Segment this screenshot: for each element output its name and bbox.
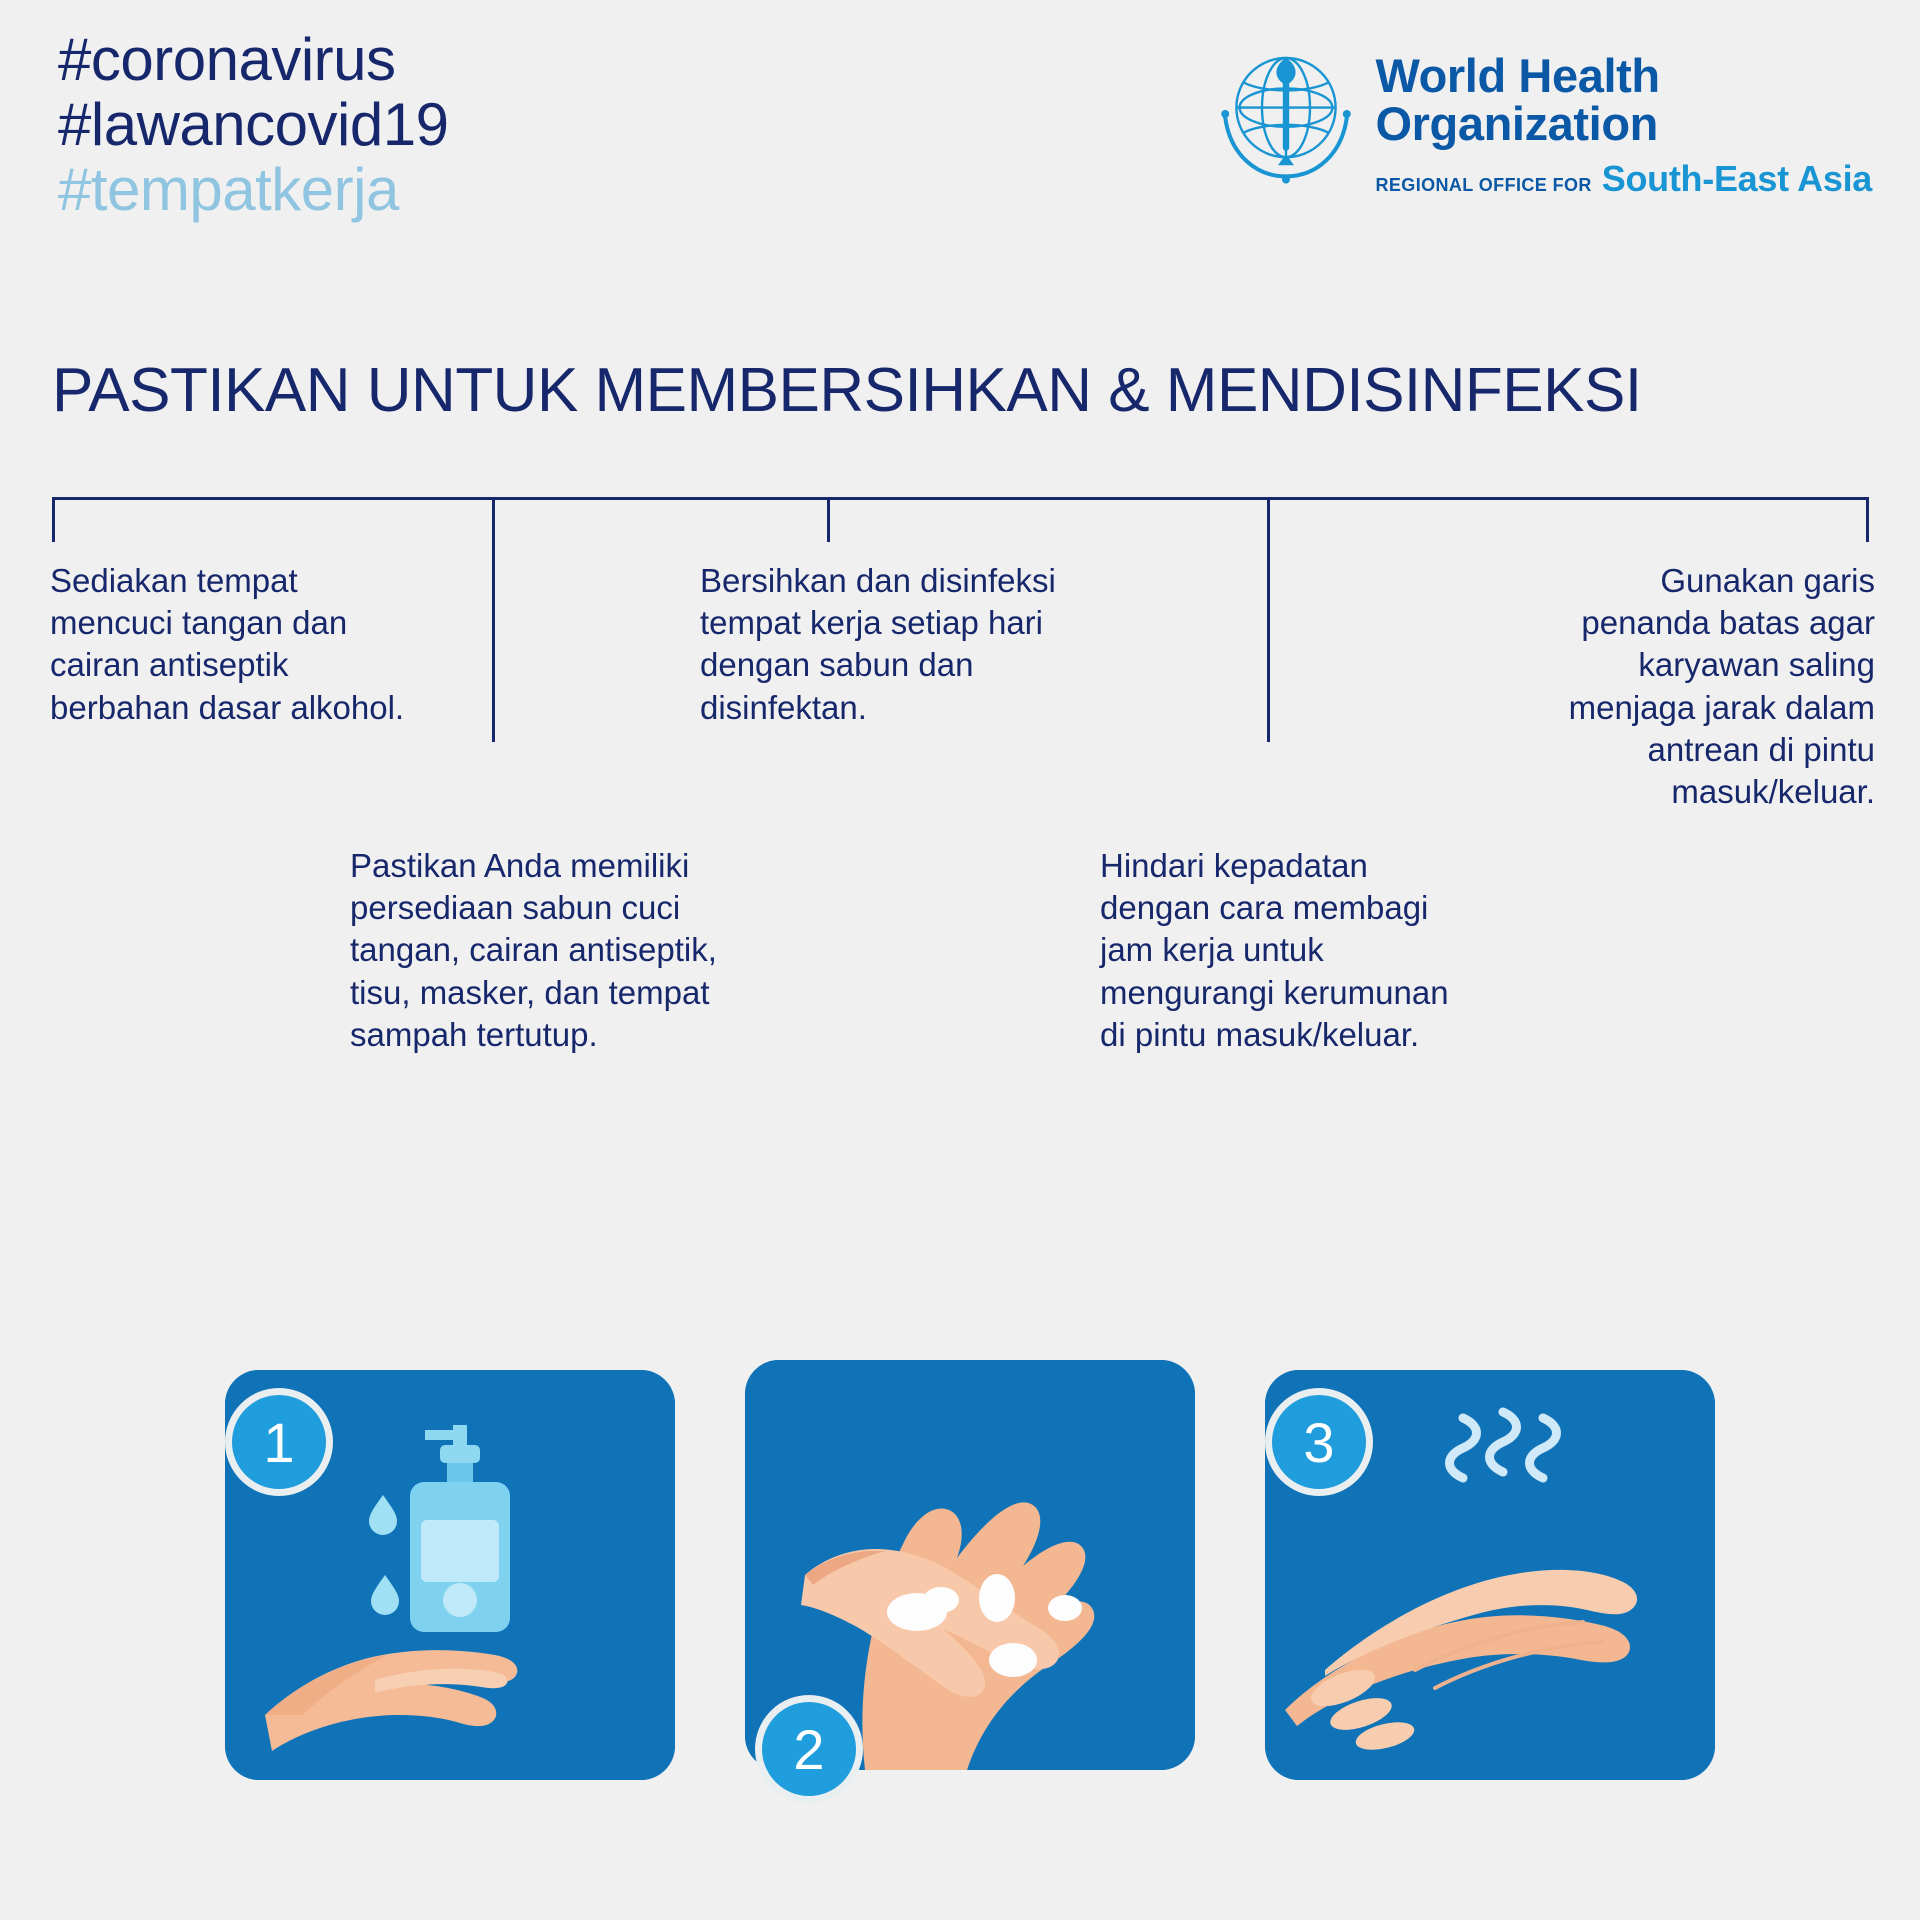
page-title: PASTIKAN UNTUK MEMBERSIHKAN & MENDISINFEKSI	[52, 356, 1642, 425]
who-logo	[1206, 28, 1873, 200]
bracket-tick-5	[1866, 497, 1869, 542]
tip-text-3: Bersihkan dan disinfeksi tempat kerja setiap hari dengan sabun dan disinfektan.	[700, 562, 1056, 726]
bracket-tick-3	[827, 497, 830, 542]
hashtag-tempatkerja: #tempatkerja	[58, 155, 399, 223]
who-regional-label: REGIONAL OFFICE FOR	[1375, 174, 1592, 195]
tip-text-2: Pastikan Anda memiliki persediaan sabun cuci tangan, cairan antiseptik, tisu, masker, dan tempat sampah tertutup.	[350, 847, 717, 1053]
hashtag-coronavirus: #coronavirus	[58, 26, 396, 93]
bracket-tick-2	[492, 497, 495, 742]
who-emblem-icon	[1206, 34, 1366, 194]
who-wordmark	[1376, 28, 1873, 200]
step-badge-2: 2	[755, 1695, 863, 1803]
tip-text-1: Sediakan tempat mencuci tangan dan cairan antiseptik berbahan dasar alkohol.	[50, 562, 405, 726]
who-name-line2: Organization	[1375, 96, 1658, 150]
illustration-row	[0, 1360, 1920, 1920]
bracket-tick-4	[1267, 497, 1270, 742]
who-region-name: South-East Asia	[1601, 157, 1872, 199]
who-name-line1: World Health	[1375, 49, 1660, 102]
hashtag-block	[58, 28, 448, 222]
tip-text-5: Gunakan garis penanda batas agar karyawan saling menjaga jarak dalam antrean di pintu masuk/keluar.	[1568, 562, 1875, 811]
bracket-horizontal-line	[52, 497, 1869, 500]
tip-text-4: Hindari kepadatan dengan cara membagi jam kerja untuk mengurangi kerumunan di pintu masuk/keluar.	[1100, 847, 1449, 1053]
step-badge-1: 1	[225, 1388, 333, 1496]
who-region-line	[1376, 158, 1873, 200]
step-badge-3: 3	[1265, 1388, 1373, 1496]
bracket-tick-1	[52, 497, 55, 542]
hashtag-lawancovid19: #lawancovid19	[58, 90, 449, 158]
